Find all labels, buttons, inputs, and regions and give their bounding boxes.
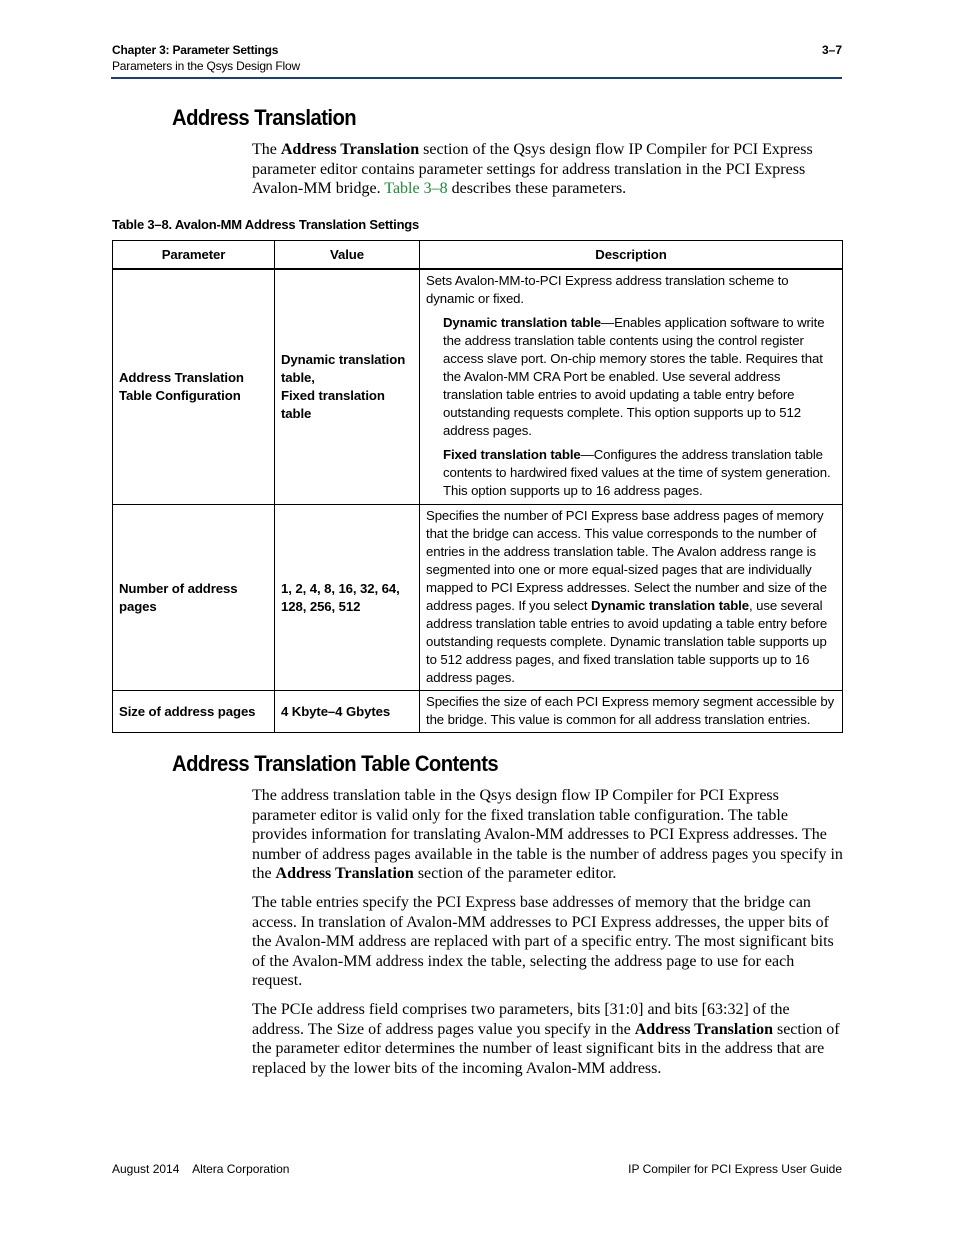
value-cell: 1, 2, 4, 8, 16, 32, 64, 128, 256, 512 bbox=[275, 505, 420, 691]
description-cell: Specifies the size of each PCI Express memory segment accessible by the bridge. This value is common for all address translation entries. bbox=[420, 691, 843, 733]
parameter-cell: Size of address pages bbox=[113, 691, 275, 733]
description-cell: Sets Avalon-MM-to-PCI Express address translation scheme to dynamic or fixed. Dynamic translation table—Enables application software to write the address translation table contents using the control register access slave port. On-chip memory stores the table. Requires that the Avalon-MM CRA Port be enabled. Use several address translation table entries to avoid updating a table entry before outstanding requests complete. This option supports up to 512 address pages. Fixed translation table—Configures the address translation table contents to hardwired fixed values at the time of system generation. This option supports up to 16 address pages. bbox=[420, 269, 843, 505]
running-header-section: Parameters in the Qsys Design Flow bbox=[112, 59, 300, 73]
body-paragraph-1: The address translation table in the Qsys design flow IP Compiler for PCI Express parameter editor is valid only for the fixed translation table configuration. The table provides information for translating Avalon-MM addresses to PCI Express addresses. The number of address pages available in the table is the number of address pages you specify in the Address Translation section of the parameter editor. bbox=[252, 787, 843, 882]
table-row bbox=[113, 269, 843, 505]
body-paragraph-2: The table entries specify the PCI Express base addresses of memory that the bridge can access. In translation of Avalon-MM addresses to PCI Express addresses, the upper bits of the Avalon-MM address are replaced with part of a specific entry. The most significant bits of the Avalon-MM address index the table, selecting the address page to use for each request. bbox=[252, 894, 834, 989]
table-row bbox=[113, 691, 843, 733]
value-cell: Dynamic translation table, Fixed translation table bbox=[275, 269, 420, 505]
table-caption: Table 3–8. Avalon-MM Address Translation Settings bbox=[112, 217, 420, 232]
column-header-description: Description bbox=[420, 241, 843, 270]
description-cell: Specifies the number of PCI Express base address pages of memory that the bridge can access. This value corresponds to the number of entries in the address translation table. The Avalon address range is segmented into one or more equal-sized pages that are individually mapped to PCI Express addresses. Select the number and size of the address pages. If you select Dynamic translation table, use several address translation table entries to avoid updating a table entry before outstanding requests complete. Dynamic translation table supports up to 512 address pages, and fixed translation table supports up to 16 address pages. bbox=[420, 505, 843, 691]
header-rule bbox=[111, 77, 842, 79]
table-3-8-link[interactable]: Table 3–8 bbox=[384, 180, 448, 197]
parameter-cell: Address Translation Table Configuration bbox=[113, 269, 275, 505]
footer-date-company: August 2014 Altera Corporation bbox=[112, 1162, 290, 1176]
column-header-parameter: Parameter bbox=[113, 241, 275, 270]
value-cell: 4 Kbyte–4 Gbytes bbox=[275, 691, 420, 733]
section-heading-table-contents: Address Translation Table Contents bbox=[172, 751, 499, 776]
body-paragraph-3: The PCIe address field comprises two parameters, bits [31:0] and bits [63:32] of the address. The Size of address pages value you specify in the Address Translation section of the parameter editor determines the number of least significant bits in the address that are replaced by the lower bits of the incoming Avalon-MM address. bbox=[252, 1001, 840, 1077]
table-row bbox=[113, 505, 843, 691]
column-header-value: Value bbox=[275, 241, 420, 270]
intro-paragraph: The Address Translation section of the Qsys design flow IP Compiler for PCI Express parameter editor contains parameter settings for address translation in the PCI Express Avalon-MM bridge. Table 3–8 describes these parameters. bbox=[252, 141, 813, 197]
section-heading-address-translation: Address Translation bbox=[172, 105, 357, 130]
parameter-cell: Number of address pages bbox=[113, 505, 275, 691]
page-number: 3–7 bbox=[821, 43, 842, 57]
settings-table bbox=[112, 240, 843, 733]
running-header-chapter: Chapter 3: Parameter Settings bbox=[112, 43, 279, 57]
footer-document-title: IP Compiler for PCI Express User Guide bbox=[628, 1162, 842, 1176]
table-header-row bbox=[113, 241, 843, 270]
